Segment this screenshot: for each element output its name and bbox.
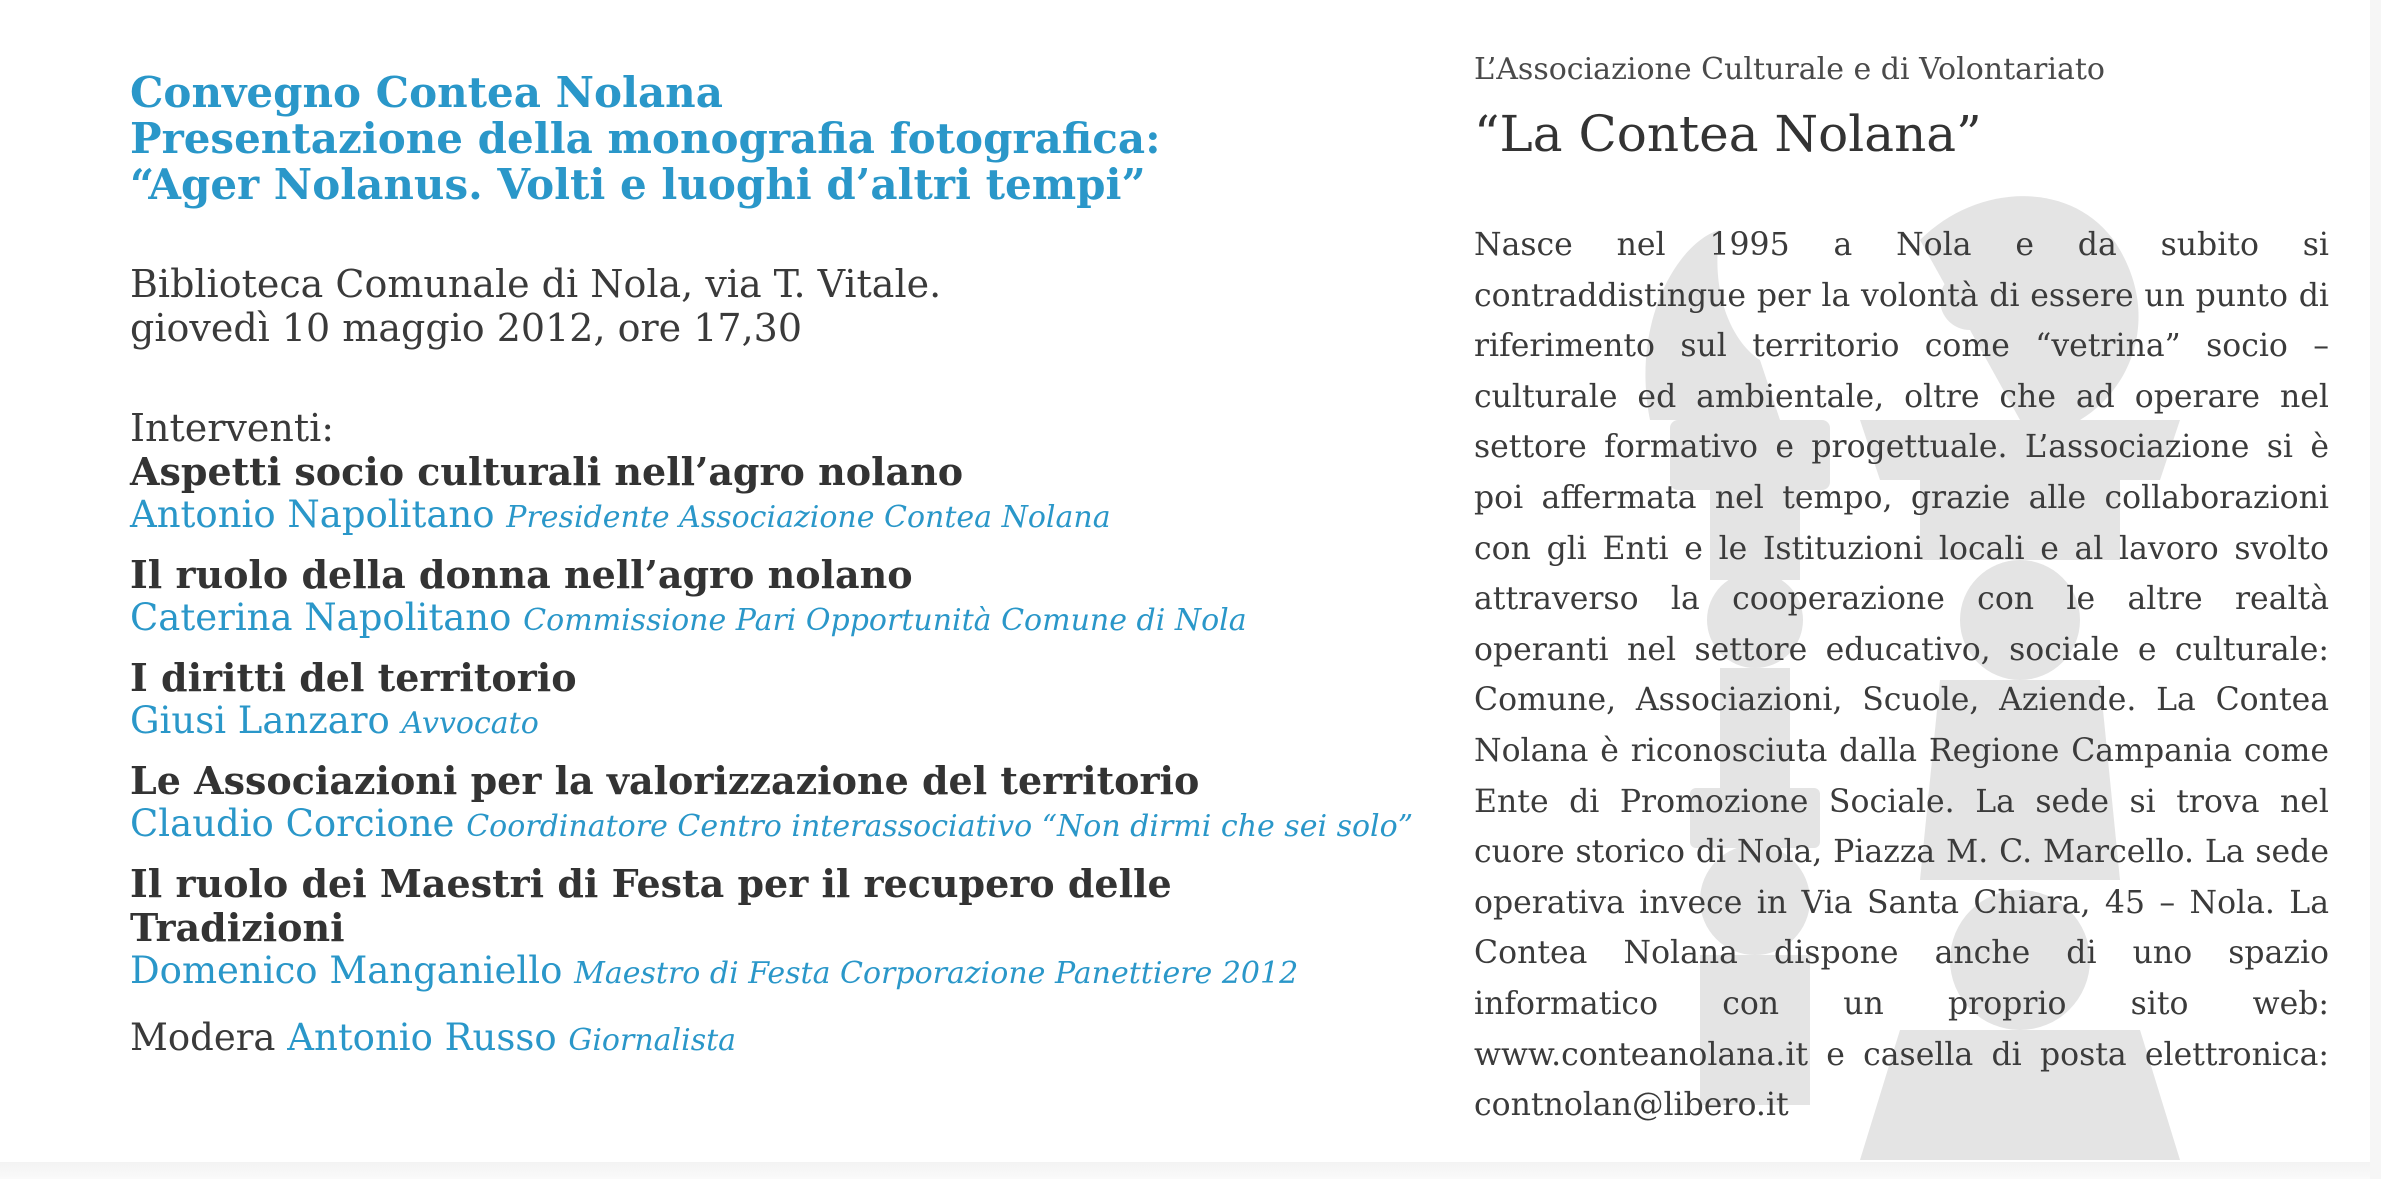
talk-speaker-role: Presidente Associazione Contea Nolana (506, 500, 1111, 535)
moderator-role: Giornalista (568, 1023, 737, 1058)
talk-speaker: Antonio Napolitano (130, 493, 495, 536)
paper-edge-right (2370, 0, 2381, 1179)
talks-heading: Interventi: (130, 406, 335, 450)
talk-title: Il ruolo dei Maestri di Festa per il recupero delle Tradizioni (130, 861, 1172, 950)
talk-speaker-line (130, 494, 1360, 539)
event-venue: Biblioteca Comunale di Nola, via T. Vitale. (130, 262, 942, 306)
talk-speaker: Domenico Manganiello (130, 949, 563, 992)
talk-item (130, 862, 1360, 995)
talk-title: Le Associazioni per la valorizzazione del territorio (130, 758, 1200, 803)
moderator-label: Modera (130, 1016, 276, 1059)
moderator-name: Antonio Russo (287, 1016, 557, 1059)
talk-item (130, 553, 1360, 642)
talk-speaker: Caterina Napolitano (130, 596, 512, 639)
talk-speaker: Claudio Corcione (130, 802, 455, 845)
event-program (130, 68, 1414, 1062)
talk-list (130, 449, 1414, 995)
association-name: “La Contea Nolana” (1474, 105, 1982, 163)
talk-item (130, 450, 1360, 539)
association-description: Nasce nel 1995 a Nola e da subito si contraddistingue per la volontà di essere un punto di riferimento sul territorio come “vetrina” socio – culturale ed ambientale, oltre che ad operare nel settore formativo e progettuale. L’associazione si è poi affermata nel tempo, grazie alle collaborazioni con gli Enti e le Istituzioni locali e al lavoro svolto attraverso la cooperazione con le altre realtà operanti nel settore educativo, sociale e culturale: Comune, Associazioni, Scuole, Aziende. La Contea Nolana è riconosciuta dalla Regione Campania come Ente di Promozione Sociale. La sede si trova nel cuore storico di Nola, Piazza M. C. Marcello. La sede operativa invece in Via Santa Chiara, 45 – Nola. La Contea Nolana dispone anche di uno spazio informatico con un proprio sito web: www.conteanolana.it e casella di posta elettronica: contnolan@libero.it (1474, 227, 2329, 1124)
talk-title: Il ruolo della donna nell’agro nolano (130, 552, 913, 597)
moderator-line (130, 1017, 1360, 1062)
talk-speaker-role: Coordinatore Centro interassociativo “Non dirmi che sei solo” (466, 809, 1414, 844)
talk-title: I diritti del territorio (130, 655, 577, 700)
event-title-line: Presentazione della monografia fotografica: (130, 114, 1161, 163)
association-subtitle: L’Associazione Culturale e di Volontariato (1474, 52, 2105, 87)
talk-speaker-line (130, 802, 1414, 848)
event-title-line: Convegno Contea Nolana (130, 68, 723, 117)
talk-speaker-role: Maestro di Festa Corporazione Panettiere 2012 (574, 956, 1299, 991)
event-title-line: “Ager Nolanus. Volti e luoghi d’altri tempi” (130, 160, 1146, 209)
talk-speaker-role: Commissione Pari Opportunità Comune di Nola (523, 603, 1247, 638)
talk-title: Aspetti socio culturali nell’agro nolano (130, 449, 964, 494)
talk-item (130, 656, 1360, 745)
talk-speaker-line (130, 950, 1360, 995)
talk-speaker: Giusi Lanzaro (130, 699, 390, 742)
event-title (130, 70, 1360, 208)
talk-speaker-line (130, 597, 1360, 642)
paper-edge-bottom (0, 1162, 2381, 1179)
event-venue-block (130, 262, 1360, 350)
talk-speaker-line (130, 700, 1360, 745)
talk-speaker-role: Avvocato (401, 706, 539, 741)
event-datetime: giovedì 10 maggio 2012, ore 17,30 (130, 306, 803, 350)
talk-item (130, 758, 1414, 848)
